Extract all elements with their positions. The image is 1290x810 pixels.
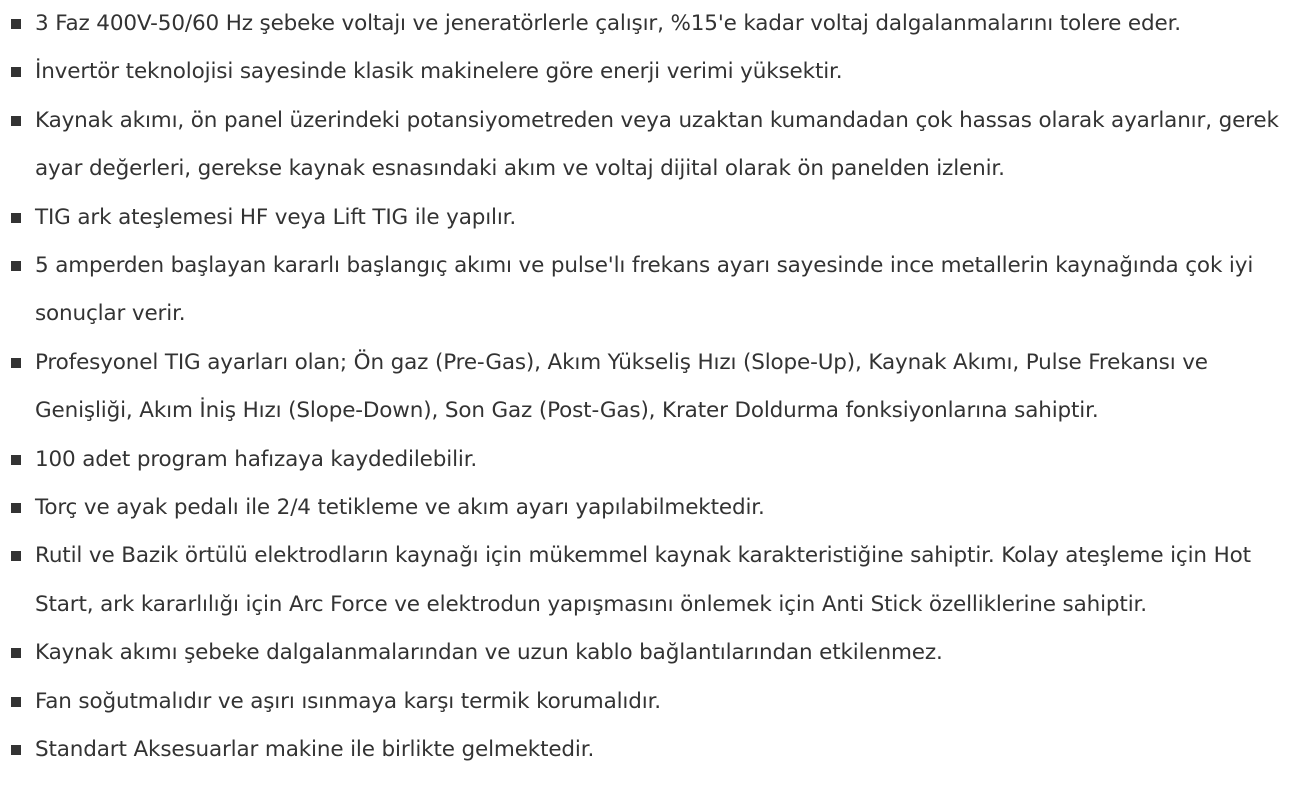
- list-item: [8, 194, 1290, 242]
- square-bullet-icon: [11, 697, 21, 707]
- list-item: [8, 629, 1290, 677]
- square-bullet-icon: [11, 455, 21, 465]
- square-bullet-icon: [11, 213, 21, 223]
- square-bullet-icon: [11, 19, 21, 29]
- square-bullet-icon: [11, 551, 21, 561]
- square-bullet-icon: [11, 67, 21, 77]
- list-item: [8, 0, 1290, 48]
- list-item-text: 100 adet program hafızaya kaydedilebilir.: [35, 446, 478, 472]
- list-item: [8, 532, 1290, 629]
- list-item-text: Fan soğutmalıdır ve aşırı ısınmaya karşı termik korumalıdır.: [35, 688, 661, 714]
- square-bullet-icon: [11, 261, 21, 271]
- list-item: [8, 97, 1290, 194]
- square-bullet-icon: [11, 648, 21, 658]
- list-item: [8, 48, 1290, 96]
- list-item-text: 3 Faz 400V-50/60 Hz şebeke voltajı ve jeneratörlerle çalışır, %15'e kadar voltaj dalgalanmalarını tolere eder.: [35, 11, 1181, 36]
- list-item-text: Profesyonel TIG ayarları olan; Ön gaz (Pre-Gas), Akım Yükseliş Hızı (Slope-Up), Kaynak Akımı, Pulse Frekansı ve Genişliği, Akım İniş Hızı (Slope-Down), Son Gaz (Post-Gas), Krater Doldurma fonksiyonlarına sahiptir.: [35, 349, 1208, 424]
- list-item-text: Torç ve ayak pedalı ile 2/4 tetikleme ve akım ayarı yapılabilmektedir.: [35, 495, 765, 521]
- square-bullet-icon: [11, 116, 21, 126]
- list-item-text: İnvertör teknolojisi sayesinde klasik makinelere göre enerji verimi yüksektir.: [35, 59, 843, 85]
- list-item-text: TIG ark ateşlemesi HF veya Lift TIG ile yapılır.: [35, 204, 517, 230]
- list-item: [8, 339, 1290, 436]
- list-item-text: Kaynak akımı şebeke dalgalanmalarından ve uzun kablo bağlantılarından etkilenmez.: [35, 640, 943, 666]
- list-item-text: Standart Aksesuarlar makine ile birlikte gelmektedir.: [35, 737, 595, 763]
- list-item-text: Rutil ve Bazik örtülü elektrodların kaynağı için mükemmel kaynak karakteristiğine sahiptir. Kolay ateşleme için Hot Start, ark kararlılığı için Arc Force ve elektrodun yapışmasını önlemek için Anti Stick özelliklerine sahiptir.: [35, 543, 1251, 617]
- list-item: [8, 242, 1290, 339]
- list-item: [8, 484, 1290, 532]
- list-item: [8, 726, 1290, 774]
- list-item-text: Kaynak akımı, ön panel üzerindeki potansiyometreden veya uzaktan kumandadan çok hassas olarak ayarlanır, gerek ayar değerleri, gerekse kaynak esnasındaki akım ve voltaj dijital olarak ön panelden izlenir.: [35, 107, 1279, 182]
- list-item-text: 5 amperden başlayan kararlı başlangıç akımı ve pulse'lı frekans ayarı sayesinde ince metallerin kaynağında çok iyi sonuçlar verir.: [35, 253, 1254, 327]
- square-bullet-icon: [11, 745, 21, 755]
- square-bullet-icon: [11, 358, 21, 368]
- list-item: [8, 436, 1290, 484]
- list-item: [8, 678, 1290, 726]
- square-bullet-icon: [11, 503, 21, 513]
